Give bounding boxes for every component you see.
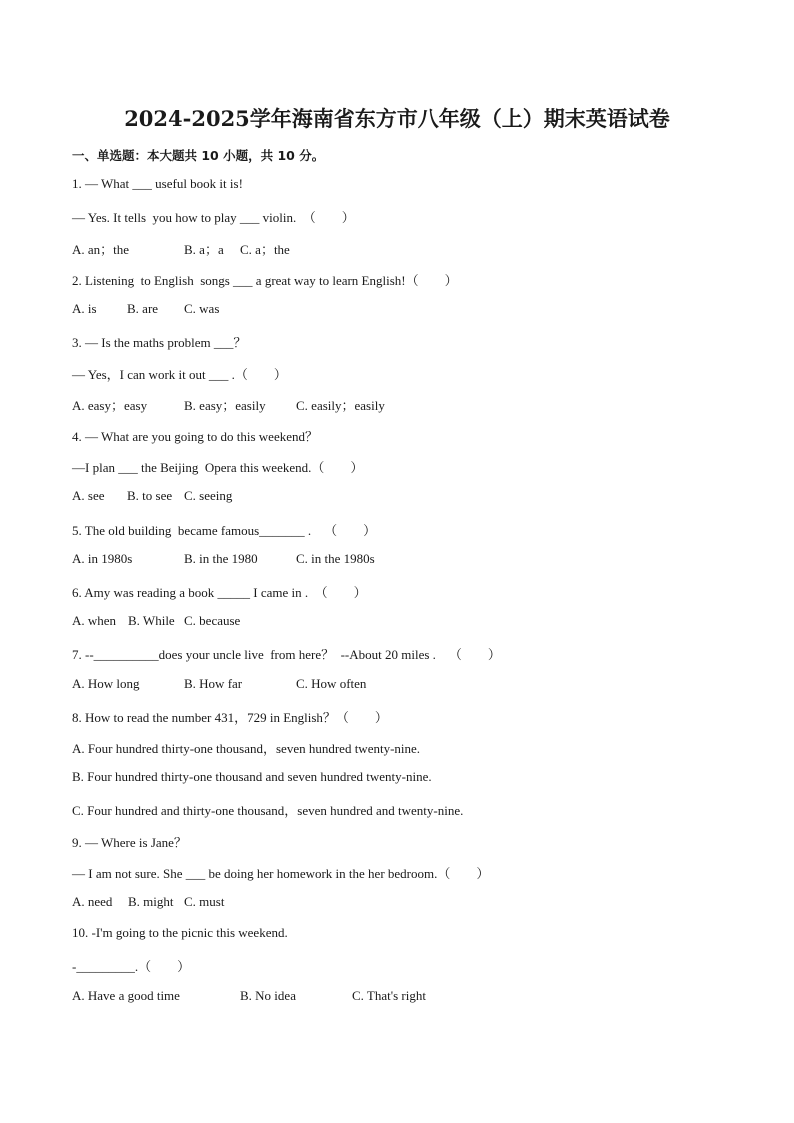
question-8-prompt: 8. How to read the number 431，729 in English？（ ） — [72, 710, 388, 725]
option-a: A. when — [72, 613, 117, 628]
question-8-option-b: B. Four hundred thirty-one thousand and seven hundred twenty-nine. — [72, 769, 432, 784]
option-a: A. is — [72, 301, 97, 316]
question-2-options — [72, 301, 722, 317]
question-3-prompt: 3. — Is the maths problem ___？ — [72, 335, 247, 350]
question-5-prompt: 5. The old building became famous_______ . （ ） — [72, 523, 377, 538]
question-1-prompt: 1. — What ___ useful book it is! — [72, 176, 243, 191]
option-c: C. was — [184, 301, 220, 316]
question-8-option-a: A. Four hundred thirty-one thousand，seven hundred twenty-nine. — [72, 741, 421, 756]
option-a: A. need — [72, 894, 113, 909]
option-a: A. in 1980s — [72, 551, 133, 566]
option-c: C. must — [184, 894, 225, 909]
option-b: B. to see — [127, 488, 173, 503]
option-c: C. because — [184, 613, 241, 628]
option-b: B. a；a — [184, 242, 224, 257]
question-8-option-c: C. Four hundred and thirty-one thousand，seven hundred and twenty-nine. — [72, 803, 464, 818]
question-3-options — [72, 395, 722, 411]
option-c: C. easily；easily — [296, 398, 385, 413]
option-c: C. a；the — [240, 242, 290, 257]
question-9-options — [72, 894, 722, 910]
option-c: C. in the 1980s — [296, 551, 375, 566]
option-a: A. Have a good time — [72, 988, 180, 1003]
option-a: A. easy；easy — [72, 398, 148, 413]
option-c: C. How often — [296, 676, 367, 691]
option-b: B. might — [128, 894, 174, 909]
question-9-reply: — I am not sure. She ___ be doing her homework in the her bedroom.（ ） — [72, 866, 490, 881]
question-4-options — [72, 488, 722, 504]
option-c: C. That's right — [352, 988, 426, 1003]
question-5-options — [72, 551, 722, 567]
question-1-options — [72, 239, 722, 255]
option-a: A. How long — [72, 676, 140, 691]
question-4-reply: —I plan ___ the Beijing Opera this weekend.（ ） — [72, 460, 364, 475]
option-c: C. seeing — [184, 488, 233, 503]
question-7-prompt: 7. --__________does your uncle live from here？ --About 20 miles . （ ） — [72, 647, 501, 662]
question-10-prompt: 10. -I'm going to the picnic this weekend. — [72, 925, 288, 940]
question-4-prompt: 4. — What are you going to do this weekend？ — [72, 429, 318, 444]
question-1-reply: — Yes. It tells you how to play ___ violin. （ ） — [72, 210, 355, 225]
option-a: A. an；the — [72, 242, 130, 257]
option-b: B. No idea — [240, 988, 296, 1003]
option-b: B. easy；easily — [184, 398, 266, 413]
question-6-prompt: 6. Amy was reading a book _____ I came in . （ ） — [72, 585, 367, 600]
question-6-options — [72, 613, 722, 629]
question-10-reply: -_________.（ ） — [72, 959, 191, 974]
question-10-options — [72, 988, 722, 1004]
option-b: B. are — [127, 301, 159, 316]
option-b: B. While — [128, 613, 175, 628]
question-3-reply: — Yes，I can work it out ___ .（ ） — [72, 367, 287, 382]
question-2-prompt: 2. Listening to English songs ___ a great way to learn English!（ ） — [72, 273, 458, 288]
exam-title: 2024-2025学年海南省东方市八年级（上）期末英语试卷 — [124, 106, 670, 131]
option-b: B. in the 1980 — [184, 551, 258, 566]
option-a: A. see — [72, 488, 105, 503]
question-7-options — [72, 676, 722, 692]
option-b: B. How far — [184, 676, 243, 691]
question-9-prompt: 9. — Where is Jane？ — [72, 835, 187, 850]
section-heading: 一、单选题：本大题共 10 小题，共 10 分。 — [72, 148, 325, 163]
